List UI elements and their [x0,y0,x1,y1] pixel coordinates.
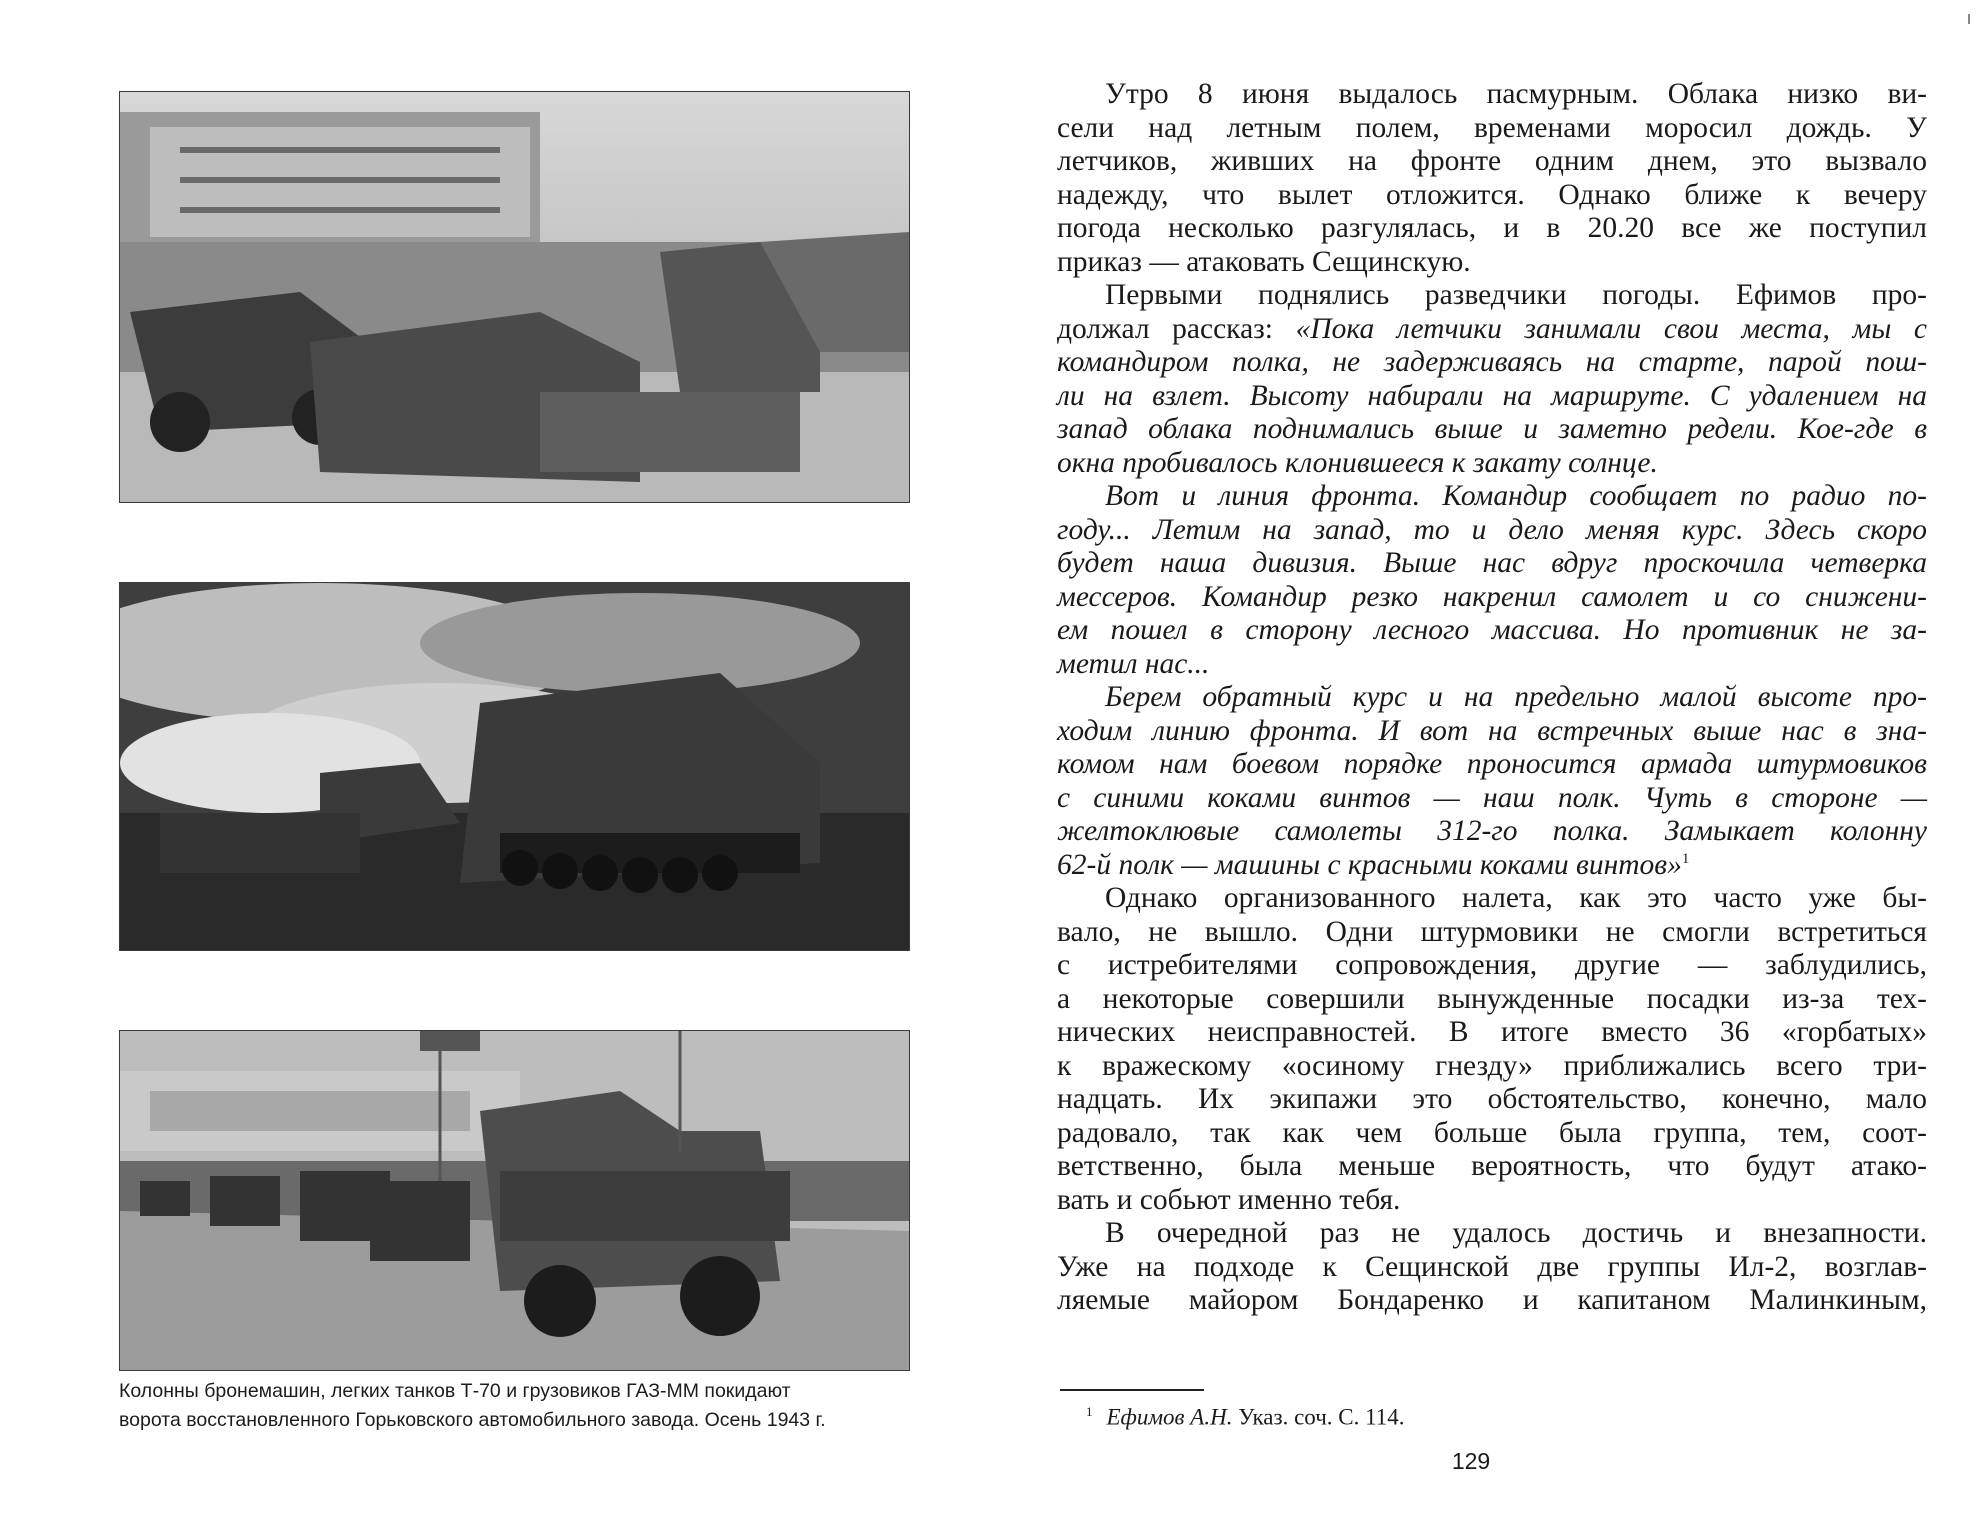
footnote-ref[interactable]: 1 [1681,850,1690,867]
text-line: В очередной раз не удалось достичь и внезапности. [1105,1217,1927,1249]
footnote-author: Ефимов А.Н. [1106,1404,1233,1430]
text-italic: «Пока летчики занимали свои места, мы с [1295,312,1927,345]
text-italic: 62-й полк — машины с красными коками винтов» [1057,848,1682,881]
caption-line: ворота восстановленного Горьковского автомобильного завода. Осень 1943 г. [119,1409,826,1431]
text-roman: должал рассказ: [1057,312,1296,345]
footnote-text: Указ. соч. С. 114. [1232,1404,1405,1430]
caption-line: Колонны бронемашин, легких танков Т-70 и грузовиков ГАЗ-ММ покидают [119,1380,791,1402]
text-line: ем пошел в сторону лесного массива. Но противник не за- [1057,614,1927,646]
text-line: Утро 8 июня выдалось пасмурным. Облака низко ви- [1105,78,1927,110]
text-line: приказ — атаковать Сещинскую. [1057,245,1471,278]
text-line: Однако организованного налета, как это часто уже бы- [1105,882,1927,914]
text-line: комом нам боевом порядке проносится армада штурмовиков [1057,748,1927,780]
text-line: желтоклювые самолеты 312-го полка. Замыкает колонну [1057,815,1927,847]
photo-t70-tanks-column [119,582,910,951]
photo-gaz-mm-trucks-column [119,1030,910,1371]
text-line-mixed [1057,313,1927,347]
page-edge-mark [1968,14,1970,24]
text-line: году... Летим на запад, то и дело меняя курс. Здесь скоро [1057,513,1927,546]
text-line: мессеров. Командир резко накренил самолет и со снижени- [1057,580,1927,613]
text-line: ли на взлет. Высоту набирали на маршруте. С удалением на [1057,379,1927,412]
text-line: надежду, что вылет отложится. Однако ближе к вечеру [1057,178,1927,211]
photo-caption [119,1377,914,1435]
text-line: окна пробивалось клонившееся к закату солнце. [1057,446,1658,479]
text-line: Вот и линия фронта. Командир сообщает по радио по- [1105,480,1927,512]
text-line: надцать. Их экипажи это обстоятельство, конечно, мало [1057,1083,1927,1115]
text-line: будет наша дивизия. Выше нас вдруг проскочила четверка [1057,547,1927,579]
text-line-with-footnote [1057,849,1927,883]
text-line: погода несколько разгулялась, и в 20.20 все же поступил [1057,212,1927,244]
text-line: ветственно, была меньше вероятность, что будут атако- [1057,1150,1927,1182]
text-line: Уже на подходе к Сещинской две группы Ил-2, возглав- [1057,1250,1927,1283]
text-line: радовало, так как чем больше была группа, тем, соот- [1057,1116,1927,1149]
text-line: с синими коками винтов — наш полк. Чуть в стороне — [1057,781,1927,814]
text-line: Первыми поднялись разведчики погоды. Ефимов про- [1105,279,1927,311]
text-line: к вражескому «осиному гнезду» приближались всего три- [1057,1049,1927,1082]
text-line: вать и собьют именно тебя. [1057,1183,1401,1216]
text-line: Берем обратный курс и на предельно малой высоте про- [1105,681,1927,713]
footnote [1086,1397,1405,1433]
photo-armored-cars-column [119,91,910,503]
text-line: нических неисправностей. В итоге вместо 36 «горбатых» [1057,1016,1927,1048]
page-number: 129 [1451,1448,1491,1474]
text-line: ляемые майором Бондаренко и капитаном Малинкиным, [1057,1284,1927,1316]
footnote-marker: 1 [1086,1404,1093,1419]
text-line: запад облака поднимались выше и заметно редели. Кое-где в [1057,413,1927,445]
text-line: а некоторые совершили вынужденные посадки из-за тех- [1057,982,1927,1015]
text-line: метил нас... [1057,647,1210,680]
main-text [1057,78,1927,1318]
text-line: с истребителями сопровождения, другие — заблудились, [1057,949,1927,981]
text-line: летчиков, живших на фронте одним днем, это вызвало [1057,145,1927,177]
text-line: вало, не вышло. Одни штурмовики не смогли встретиться [1057,915,1927,948]
text-line: ходим линию фронта. И вот на встречных выше нас в зна- [1057,714,1927,747]
text-line: сели над летным полем, временами моросил дождь. У [1057,111,1927,144]
footnote-rule [1060,1389,1204,1391]
text-line: командиром полка, не задерживаясь на старте, парой пош- [1057,346,1927,378]
